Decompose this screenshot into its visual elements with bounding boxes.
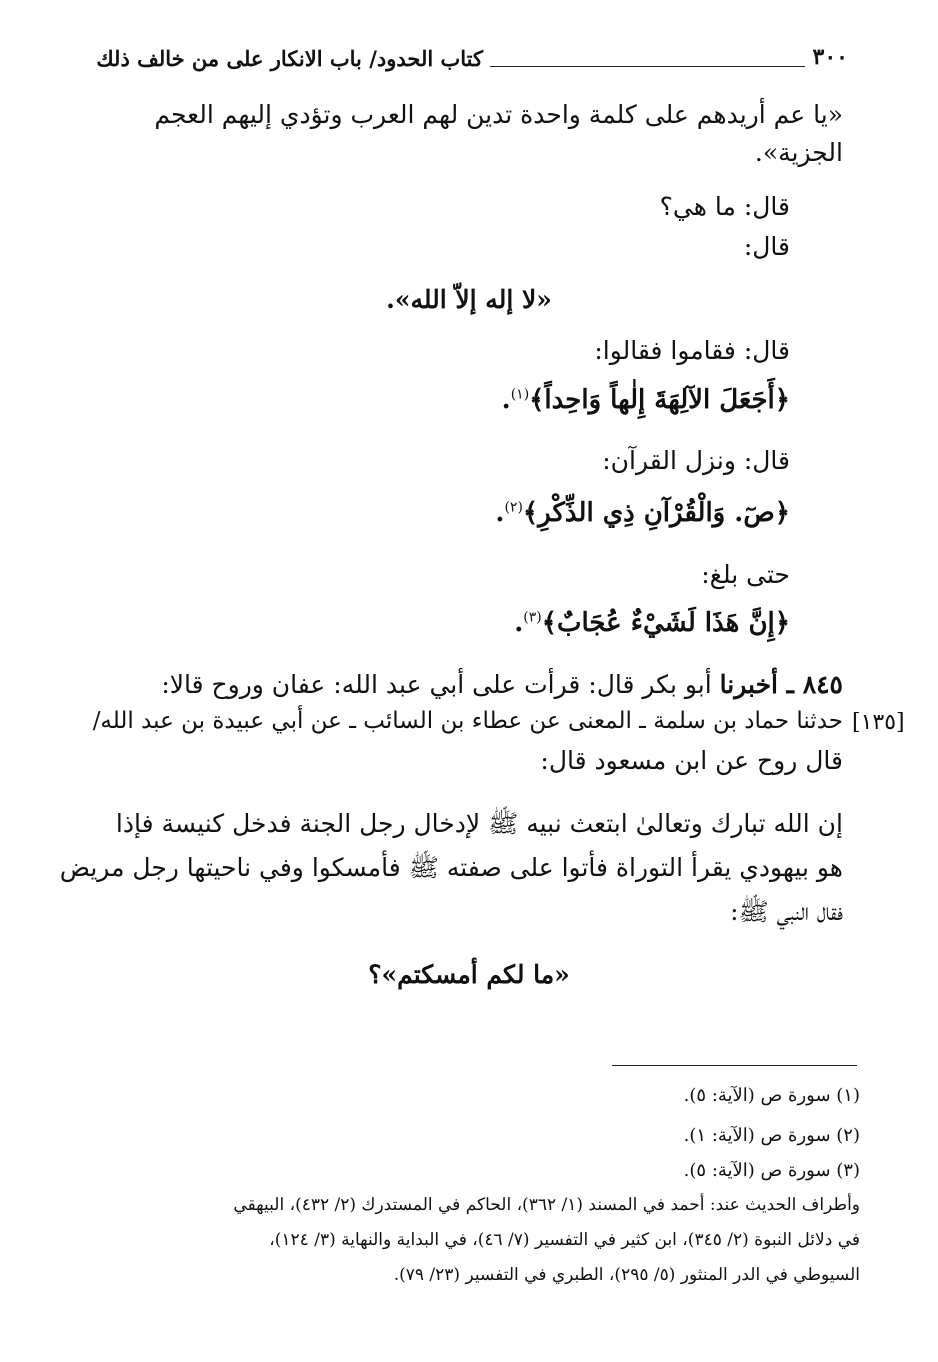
ayah-3-text: ﴿إِنَّ هَذَا لَشَيْءٌ عُجَابٌ﴾: [541, 608, 790, 638]
footnote-1: (١) سورة ص (الآية: ٥).: [683, 1085, 860, 1106]
hadith-line-1-text: أبو بكر قال: قرأت على أبي عبد الله: عفان وروح قالا:: [161, 670, 712, 699]
hadith-line-3: قال روح عن ابن مسعود قال:: [540, 746, 843, 775]
hadith-line-1: [161, 670, 843, 699]
hatta-balagha: حتى بلغ:: [701, 560, 790, 589]
footnote-ref-2: (٢): [504, 499, 523, 516]
running-header-title: كتاب الحدود/ باب الانكار على من خالف ذلك: [96, 46, 483, 71]
paragraph-2-line-3: فقال النبي ﷺ:: [730, 897, 843, 926]
quote-line-2: الجزية».: [754, 138, 843, 167]
paragraph-2-line-1: إن الله تبارك وتعالىٰ ابتعث نبيه ﷺ لإدخال رجل الجنة فدخل كنيسة فإذا: [115, 809, 843, 838]
atraf-line-1: وأطراف الحديث عند: أحمد في المسند (١/ ٣٦٢)، الحاكم في المستدرك (٢/ ٤٣٢)، البيهقي: [233, 1195, 860, 1215]
footnote-3: (٣) سورة ص (الآية: ٥).: [683, 1160, 860, 1181]
qala-ma-hiya: قال: ما هي؟: [659, 192, 790, 221]
qala: قال:: [743, 232, 790, 261]
footnote-ref-3: (٣): [523, 609, 542, 626]
quran-verse-3: ﴿إِنَّ هَذَا لَشَيْءٌ عُجَابٌ﴾$^{(٣)}$.: [514, 608, 790, 638]
ma-lakum-amsaktum: «ما لكم أمسكتم»؟: [368, 960, 570, 989]
footnote-separator: [612, 1065, 857, 1066]
footnote-ref-1: (١): [510, 386, 530, 403]
header-rule: [490, 66, 805, 67]
paragraph-2-line-2: هو بيهودي يقرأ التوراة فأتوا على صفته ﷺ فأمسكوا وفي ناحيتها رجل مريض: [59, 853, 843, 882]
ayah-1-text: ﴿أَجَعَلَ الآلِهَةَ إِلٰهاً وَاحِداً﴾: [529, 385, 790, 415]
ayah-2-text: ﴿صٓ. وَالْقُرْآنِ ذِي الذِّكْرِ﴾: [522, 498, 790, 528]
la-ilaha-illallah: «لا إله إلاّ الله».: [386, 285, 552, 314]
qala-nazala: قال: ونزل القرآن:: [602, 446, 790, 475]
quran-verse-2: ﴿صٓ. وَالْقُرْآنِ ذِي الذِّكْرِ﴾$^{(٢)}$.: [495, 498, 790, 528]
hadith-number: ٨٤٥ ـ أخبرنا: [719, 670, 843, 699]
atraf-line-2: في دلائل النبوة (٢/ ٣٤٥)، ابن كثير في التفسير (٧/ ٤٦)، في البداية والنهاية (٣/ ١٢٤)،: [269, 1230, 860, 1250]
margin-reference: [١٣٥]: [852, 710, 905, 735]
hadith-line-2: حدثنا حماد بن سلمة ـ المعنى عن عطاء بن السائب ـ عن أبي عبيدة بن عبد الله/: [92, 708, 843, 734]
qala-faqamu: قال: فقاموا فقالوا:: [594, 336, 790, 365]
footnote-2: (٢) سورة ص (الآية: ١).: [683, 1125, 860, 1146]
quote-line-1: «يا عم أريدهم على كلمة واحدة تدين لهم العرب وتؤدي إليهم العجم: [154, 100, 843, 129]
atraf-line-3: السيوطي في الدر المنثور (٥/ ٢٩٥)، الطبري في التفسير (٢٣/ ٧٩).: [393, 1265, 860, 1285]
quran-verse-1: ﴿أَجَعَلَ الآلِهَةَ إِلٰهاً وَاحِداً﴾$^{(١)}$.: [501, 385, 790, 415]
page-number: ٣٠٠: [812, 44, 848, 70]
